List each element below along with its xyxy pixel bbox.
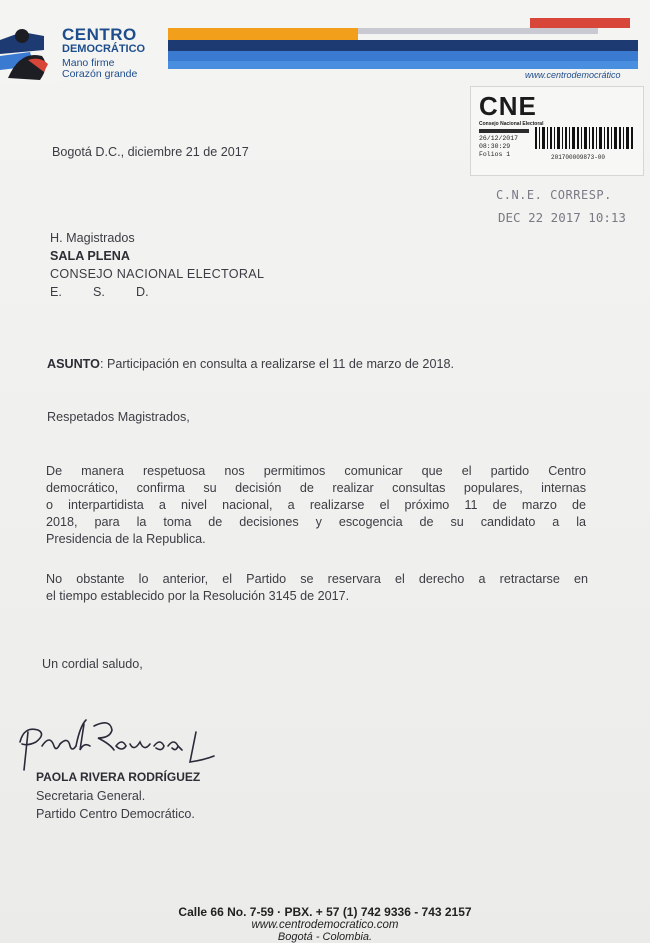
para2-line: el tiempo establecido por la Resolución 3145 de 2017.	[46, 589, 350, 603]
cne-bar	[479, 129, 529, 133]
received-stamp-date: DEC 22 2017 10:13	[498, 210, 626, 225]
header-stripe-grey	[358, 28, 598, 34]
signature-icon	[14, 716, 244, 772]
header-stripe-orange	[168, 28, 358, 40]
cne-received-stamp	[470, 86, 644, 176]
subject-label: ASUNTO	[47, 357, 100, 371]
barcode-icon	[535, 127, 635, 149]
received-stamp-label: C.N.E. CORRESP.	[496, 188, 612, 202]
closing: Un cordial saludo,	[42, 657, 143, 671]
para1-line: democrático, confirma su decisión de realizar consultas populares, internas	[46, 481, 586, 495]
barcode-number: 201700009873-00	[551, 154, 606, 161]
para1-line: Presidencia de la Republica.	[46, 532, 206, 546]
greeting: Respetados Magistrados,	[47, 410, 190, 424]
para1-line: o interpartidista a nivel nacional, a realizarse el próximo 11 de marzo de	[46, 498, 586, 512]
signer-org: Partido Centro Democrático.	[36, 807, 195, 821]
brand-name: CENTRO	[62, 25, 137, 44]
signer-name: PAOLA RIVERA RODRÍGUEZ	[36, 770, 201, 784]
footer-city: Bogotá - Colombia.	[277, 931, 373, 943]
stamp-folios: Folios 1	[479, 151, 511, 158]
header-website: www.centrodemocrático	[525, 70, 621, 80]
cne-logo: CNE	[479, 91, 537, 121]
header-stripe-navy	[168, 40, 638, 51]
esd-s: S.	[93, 285, 105, 299]
stamp-time: 08:30:29	[479, 143, 511, 150]
body-paragraph-2	[46, 571, 588, 605]
place-date: Bogotá D.C., diciembre 21 de 2017	[52, 145, 249, 159]
motto-line-2: Corazón grande	[62, 67, 138, 80]
esd-e: E.	[50, 285, 62, 299]
footer-web: www.centrodemocratico.com	[251, 919, 399, 931]
brand-block	[62, 26, 145, 79]
subject-text: : Participación en consulta a realizarse el 11 de marzo de 2018.	[99, 357, 454, 371]
header-stripe-lightblue	[168, 61, 638, 69]
header-stripe-red	[530, 18, 630, 28]
motto-line-1: Mano firme	[62, 57, 115, 69]
addressee-line-2: SALA PLENA	[50, 249, 130, 263]
addressee-line-3: CONSEJO NACIONAL ELECTORAL	[50, 267, 265, 281]
addressee-line-1: H. Magistrados	[50, 231, 135, 245]
party-logo-icon	[0, 20, 62, 82]
para1-line: De manera respetuosa nos permitimos comunicar que el partido Centro	[46, 464, 586, 478]
brand-sub: DEMOCRÁTICO	[62, 43, 146, 55]
stamp-date: 26/12/2017	[479, 135, 519, 142]
subject-line	[47, 357, 454, 371]
header-stripe-blue	[168, 51, 638, 61]
para1-line: 2018, para la toma de decisiones y escogencia de su candidato a la	[46, 515, 586, 529]
body-paragraph-1	[46, 463, 586, 548]
signer-title: Secretaria General.	[36, 789, 146, 803]
esd-d: D.	[136, 285, 149, 299]
para2-line: No obstante lo anterior, el Partido se reservara el derecho a retractarse en	[46, 572, 588, 586]
footer-address: Calle 66 No. 7-59 · PBX. + 57 (1) 742 9336 - 743 2157	[178, 905, 472, 919]
cne-name: Consejo Nacional Electoral	[479, 121, 544, 127]
